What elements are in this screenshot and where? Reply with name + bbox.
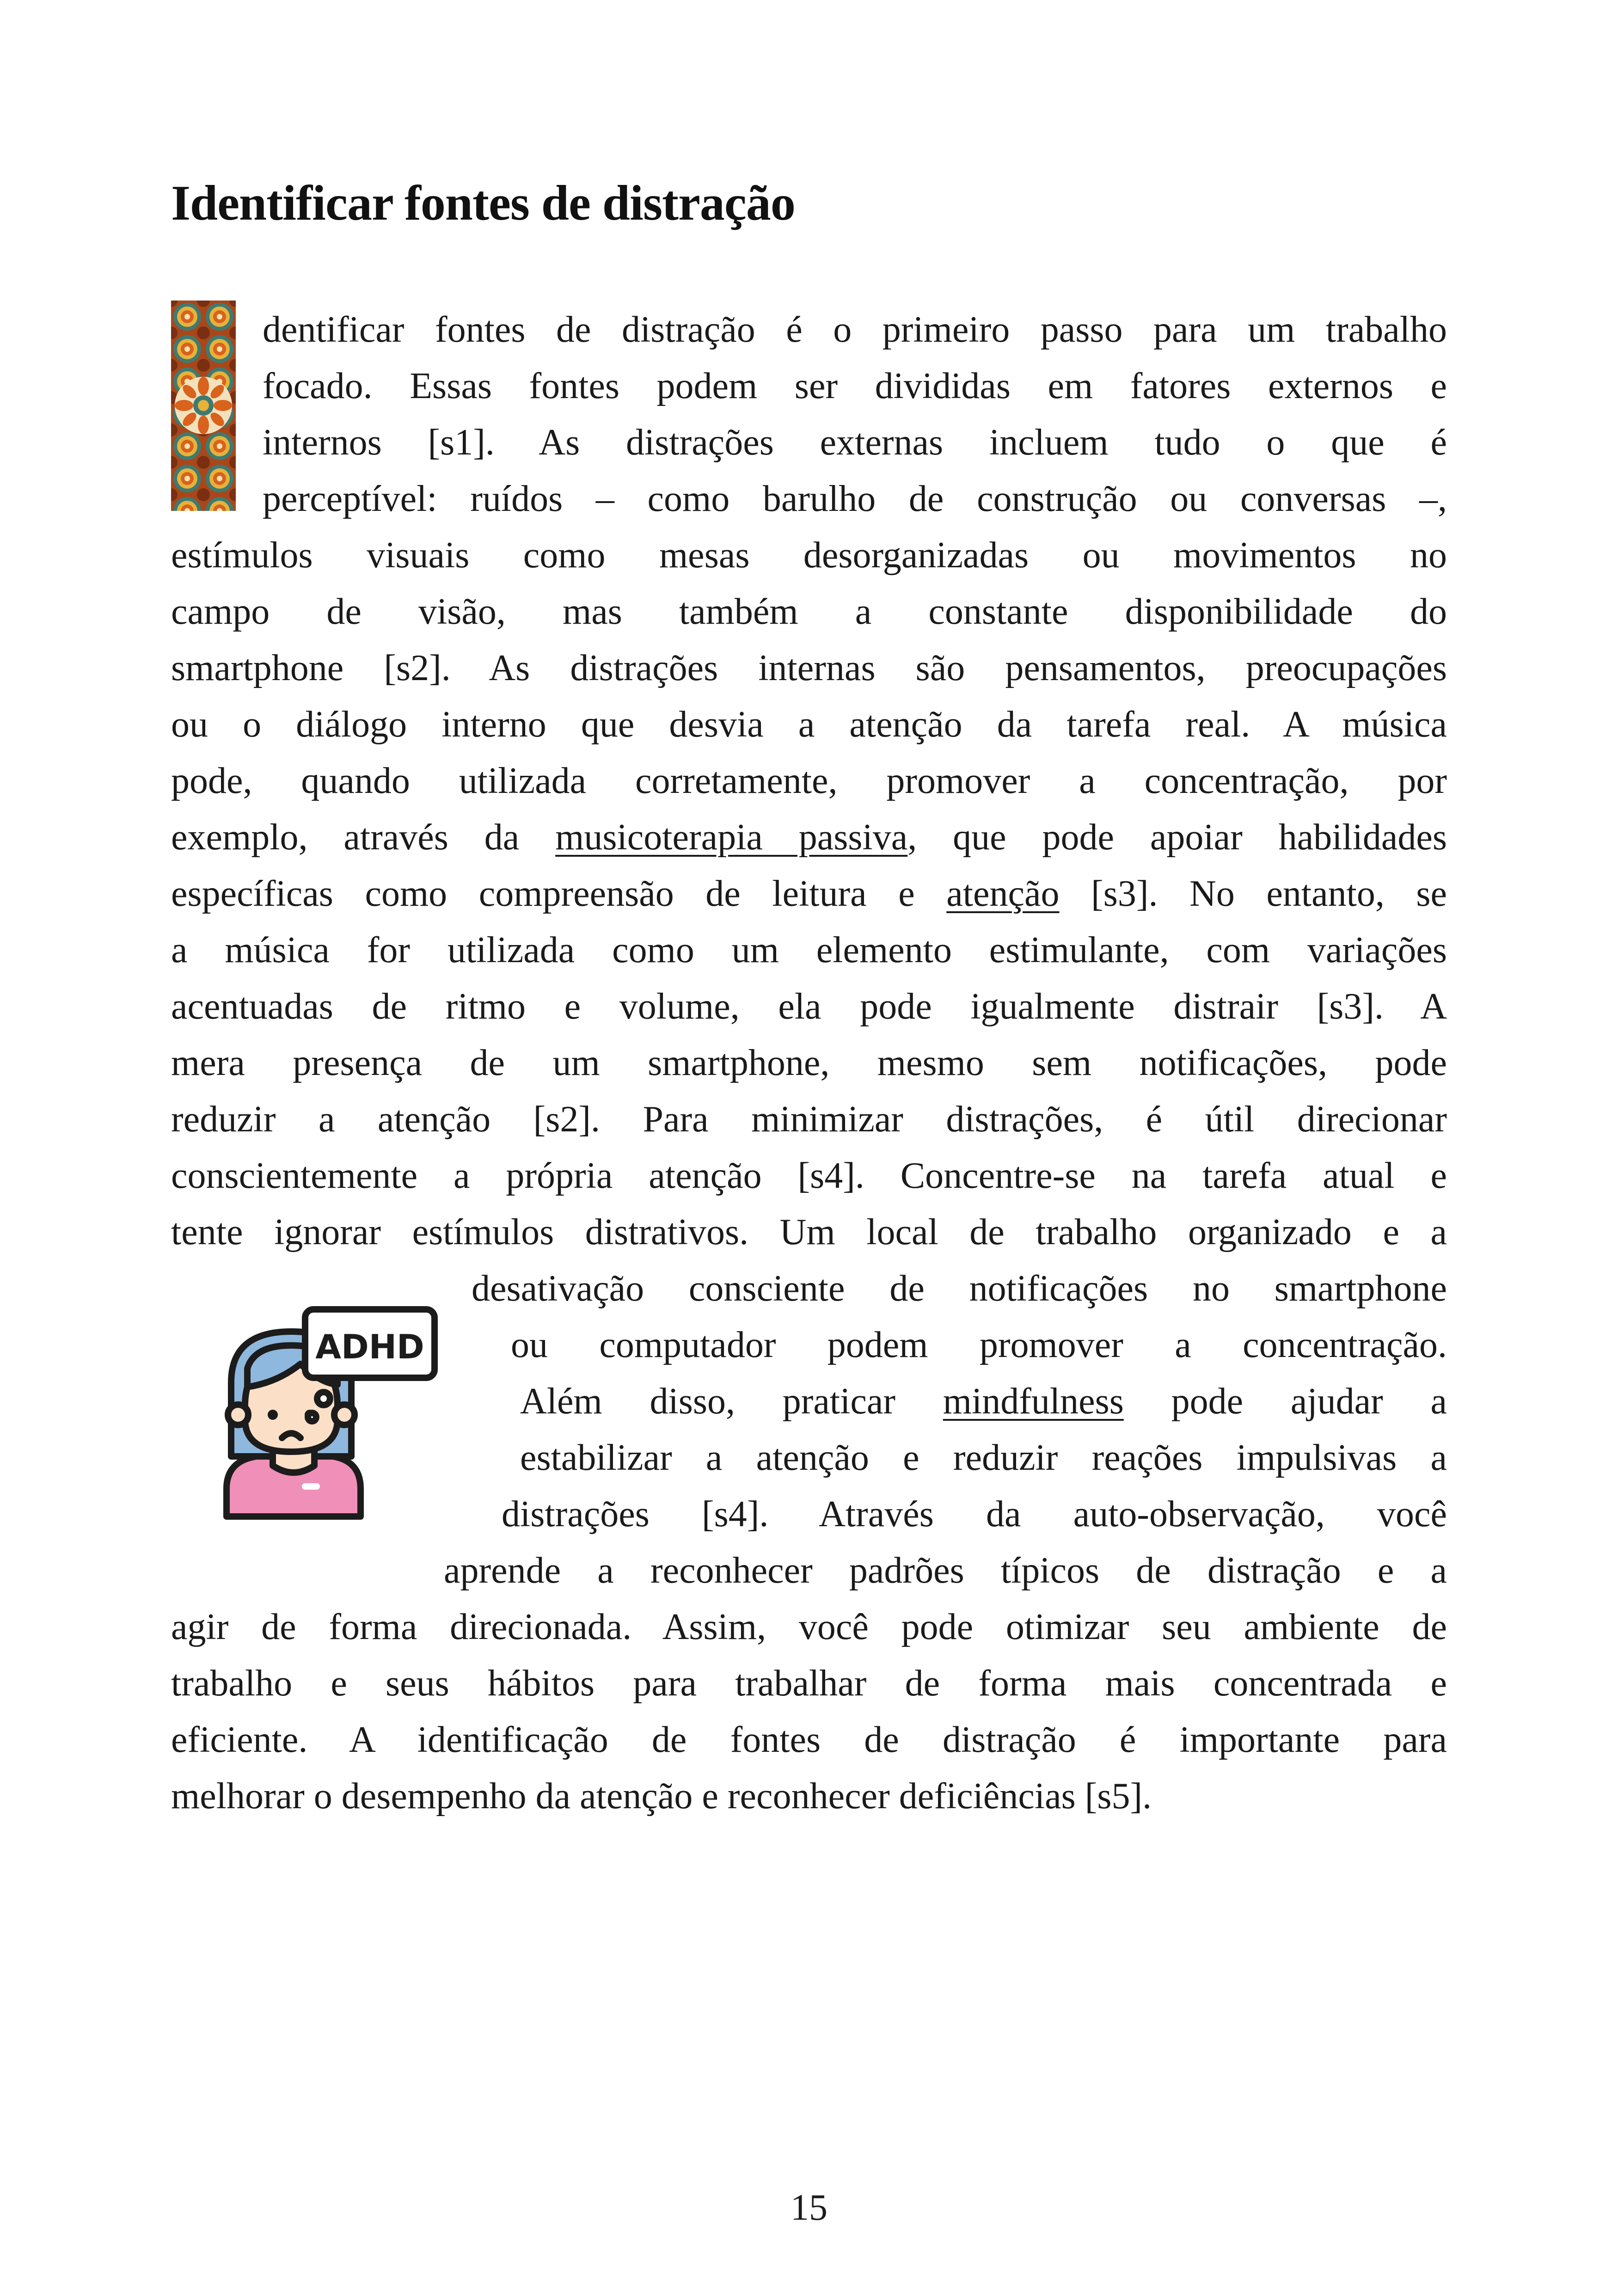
adhd-person-illustration [213, 1304, 439, 1526]
text-fragment: específicas como compreensão de leitura e [171, 873, 947, 914]
body-line: campo de visão, mas também a constante disponibilidade do [171, 591, 1447, 632]
page-number: 15 [791, 2187, 827, 2228]
body-line: melhorar o desempenho da atenção e reconhecer deficiências [s5]. [171, 1776, 1152, 1817]
text-fragment: exemplo, através da [171, 817, 556, 858]
body-line: distrações [s4]. Através da auto-observação, você [502, 1494, 1447, 1535]
body-line: smartphone [s2]. As distrações internas são pensamentos, preocupações [171, 648, 1447, 688]
text-fragment: Além disso, praticar [520, 1381, 943, 1422]
body-line: reduzir a atenção [s2]. Para minimizar distrações, é útil direcionar [171, 1099, 1447, 1140]
body-line: mera presença de um smartphone, mesmo sem notificações, pode [171, 1043, 1447, 1083]
body-line: eficiente. A identificação de fontes de distração é importante para [171, 1719, 1447, 1760]
text-fragment: , que pode apoiar habilidades [907, 817, 1447, 858]
link-atencao[interactable]: atenção [946, 873, 1060, 914]
page-title: Identificar fontes de distração [171, 176, 795, 231]
text-fragment: pode ajudar a [1123, 1381, 1447, 1422]
body-line: acentuadas de ritmo e volume, ela pode igualmente distrair [s3]. A [171, 986, 1447, 1027]
body-line: perceptível: ruídos – como barulho de construção ou conversas –, [263, 479, 1447, 519]
link-musicoterapia-passiva[interactable]: musicoterapia passiva [555, 817, 908, 858]
body-line: aprende a reconhecer padrões típicos de distração e a [444, 1550, 1447, 1591]
bubble-text: ADHD [315, 1327, 424, 1366]
body-line: dentificar fontes de distração é o primeiro passo para um trabalho [263, 309, 1447, 350]
body-line: ou computador podem promover a concentração. [511, 1325, 1447, 1365]
body-line: agir de forma direcionada. Assim, você pode otimizar seu ambiente de [171, 1607, 1447, 1647]
mandala-dropcap-ornament [171, 301, 236, 511]
body-line: estímulos visuais como mesas desorganizadas ou movimentos no [171, 535, 1447, 576]
body-line: ou o diálogo interno que desvia a atenção da tarefa real. A música [171, 704, 1447, 745]
body-line: a música for utilizada como um elemento estimulante, com variações [171, 930, 1447, 970]
body-line [171, 809, 1447, 866]
body-line: trabalho e seus hábitos para trabalhar de forma mais concentrada e [171, 1663, 1447, 1704]
body-line: desativação consciente de notificações no smartphone [472, 1268, 1447, 1309]
text-fragment: [s3]. No entanto, se [1059, 873, 1447, 914]
body-line [171, 866, 1447, 922]
body-line: focado. Essas fontes podem ser divididas em fatores externos e [263, 366, 1447, 406]
body-line [520, 1373, 1447, 1430]
body-line: internos [s1]. As distrações externas incluem tudo o que é [263, 422, 1447, 463]
body-line: estabilizar a atenção e reduzir reações impulsivas a [520, 1437, 1447, 1478]
body-line: tente ignorar estímulos distrativos. Um local de trabalho organizado e a [171, 1212, 1447, 1252]
body-line: pode, quando utilizada corretamente, promover a concentração, por [171, 761, 1447, 801]
link-mindfulness[interactable]: mindfulness [943, 1381, 1124, 1422]
body-line: conscientemente a própria atenção [s4]. Concentre-se na tarefa atual e [171, 1155, 1447, 1196]
